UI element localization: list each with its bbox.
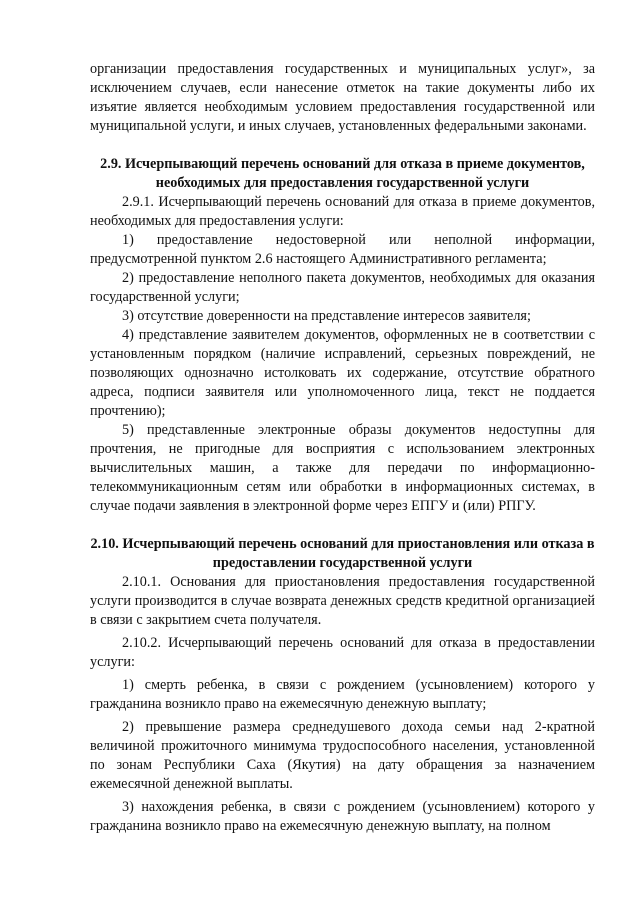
spacer xyxy=(90,516,595,535)
section-2-9-1-paragraph: 2.9.1. Исчерпывающий перечень оснований для отказа в приеме документов, необходимых для предоставления услуги: xyxy=(90,194,595,229)
section-2-10-1-paragraph: 2.10.1. Основания для приостановления предоставления государственной услуги производится в случае возврата денежных средств кредитной организацией в связи с закрытием счета получателя. xyxy=(90,574,595,628)
section-2-9-item-4: 4) представление заявителем документов, оформленных не в соответствии с установленным порядком (наличие исправлений, серьезных повреждений, не позволяющих однозначно истолковать их содержание, отсутствие обратного адреса, подписи заявителя или уполномоченного лица, текст не поддается прочтению); xyxy=(90,327,595,419)
section-2-10-item-3: 3) нахождения ребенка, в связи с рождением (усыновлением) которого у гражданина возникло право на ежемесячную денежную выплату, на полном xyxy=(90,799,595,834)
section-2-10-2-paragraph: 2.10.2. Исчерпывающий перечень оснований для отказа в предоставлении услуги: xyxy=(90,635,595,670)
intro-paragraph: организации предоставления государственных и муниципальных услуг», за исключением случаев, если нанесение отметок на такие документы либо их изъятие является необходимым условием предоставления государственной или муниципальной услуги, и иных случаев, установленных федеральными законами. xyxy=(90,61,595,134)
section-2-9-item-5: 5) представленные электронные образы документов недоступны для прочтения, не пригодные для восприятия с использованием электронных вычислительных машин, а также для передачи по информационно-телекоммуникационным сетям или обработки в информационных системах, в случае подачи заявления в электронной форме через ЕПГУ и (или) РПГУ. xyxy=(90,422,595,514)
section-2-9-heading: 2.9. Исчерпывающий перечень оснований для отказа в приеме документов, необходимых для предоставления государственной услуги xyxy=(100,156,585,191)
section-2-9-item-3: 3) отсутствие доверенности на представление интересов заявителя; xyxy=(122,308,531,324)
section-2-10-item-1: 1) смерть ребенка, в связи с рождением (усыновлением) которого у гражданина возникло право на ежемесячную денежную выплату; xyxy=(90,677,595,712)
spacer xyxy=(90,136,595,155)
section-2-9-item-1: 1) предоставление недостоверной или неполной информации, предусмотренной пунктом 2.6 настоящего Административного регламента; xyxy=(90,232,595,267)
document-page xyxy=(90,60,595,836)
section-2-9-item-2: 2) предоставление неполного пакета документов, необходимых для оказания государственной услуги; xyxy=(90,270,595,305)
section-2-10-item-2: 2) превышение размера среднедушевого дохода семьи над 2-кратной величиной прожиточного минимума трудоспособного населения, установленной по зонам Республики Саха (Якутия) на дату обращения за назначением ежемесячной денежной выплаты. xyxy=(90,719,595,792)
section-2-10-heading: 2.10. Исчерпывающий перечень оснований для приостановления или отказа в предоставлении государственной услуги xyxy=(90,536,595,571)
